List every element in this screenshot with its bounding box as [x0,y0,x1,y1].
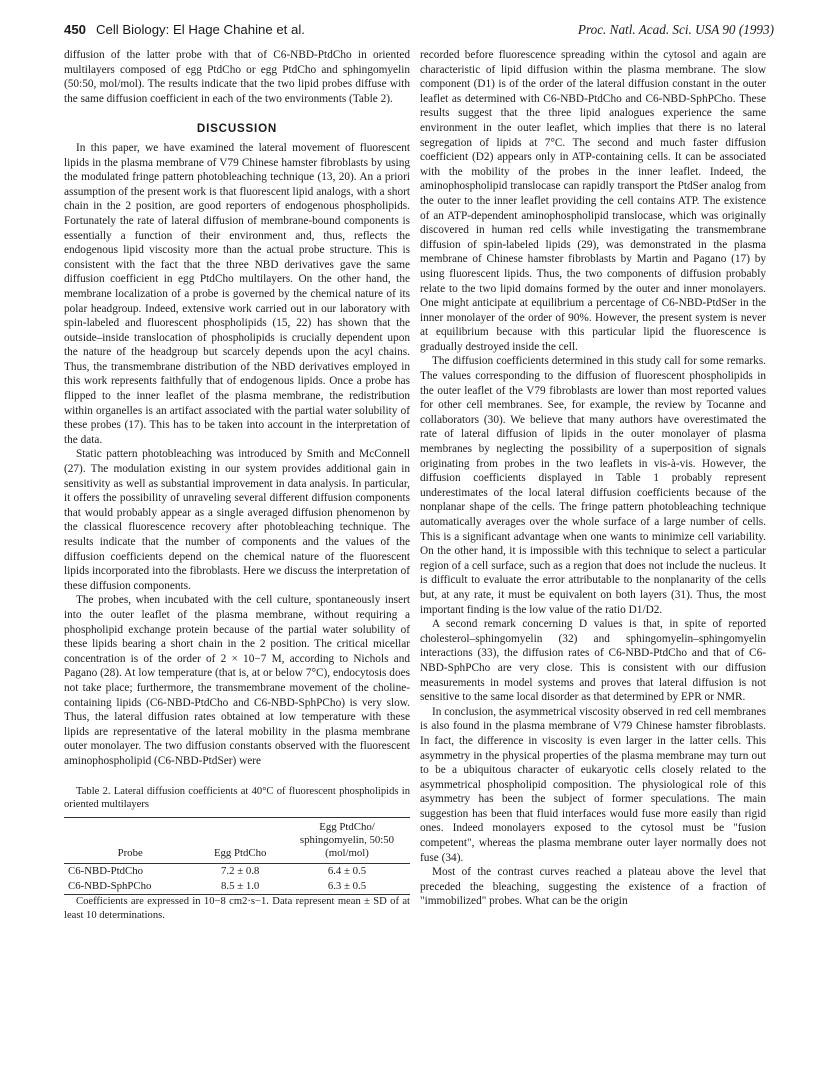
paragraph: Most of the contrast curves reached a plateau above the level that preceded the bleaching, suggesting the existence of a fraction of "immobilized" probes. What can be the origin [420,866,766,908]
table-cell: 6.3 ± 0.5 [327,880,367,893]
running-header [64,22,774,42]
table-footnote: Coefficients are expressed in 10−8 cm2·s−1. Data represent mean ± SD of at least 10 determinations. [64,896,410,921]
column-header: Egg PtdCho/ sphingomyelin, 50:50 (mol/mol) [299,821,395,860]
paragraph: The probes, when incubated with the cell culture, spontaneously insert into the outer leaflet of the plasma membrane, without requiring a phospholipid exchange protein because of the partial water solubility of these lipids bearing a short chain in the 2 position. The critical micellar concentration is of the order of 2 × 10−7 M, according to Nichols and Pagano (28). At low temperature (that is, at or below 7°C), endocytosis does not take place; furthermore, the transmembrane movement of the choline-containing lipids (C6-NBD-PtdCho and C6-NBD-SphPCho) is very slow. Thus, the lateral diffusion rates obtained at low temperature with these lipids are representative of the lateral mobility in the plasma membrane outer monolayer. The two diffusion constants observed with the fluorescent aminophospholipid (C6-NBD-PtdSer) were [64,594,410,767]
table-header-row [64,818,410,864]
table-cell: C6-NBD-SphPCho [68,880,152,893]
paragraph: Static pattern photobleaching was introduced by Smith and McConnell (27). The modulation existing in our system provides additional gain in sensitivity as well as substantial improvement in data analysis. In particular, it offers the possibility of unraveling several different diffusion components that would probably appear as a single averaged diffusion phenomenon by the classical fluorescence recovery after photobleaching technique. The results indicate that the number of components and the values of the diffusion coefficients depend on the chemical nature of the fluorescent lipids incorporated into the fibroblasts. Here we discuss the interpretation of these diffusion components. [64,448,410,592]
data-table [64,817,410,895]
paragraph: diffusion of the latter probe with that of C6-NBD-PtdCho in oriented multilayers composed of egg PtdCho or egg PtdCho and sphingomyelin (50:50, mol/mol). The results indicate that the two lipid probes diffuse with the same diffusion coefficient in each of the two environments (Table 2). [64,49,410,105]
paragraph: In conclusion, the asymmetrical viscosity observed in red cell membranes is also found in the plasma membrane of V79 Chinese hamster fibroblasts. In fact, the difference in viscosity is even larger in the latter cells. This asymmetry in the physical properties of the plasma membrane may turn out to be a ubiquitous character of eukaryotic cells closely related to the asymmetrical phospholipid composition. The physiological role of this asymmetry has been the subject of former speculations. The main suggestion has been that fluid interfaces would fuse more easily than rigid ones. Indeed monolayers exposed to the cytosol must be "fusion competent", whereas the plasma membrane outer layer normally does not fuse (34). [420,705,766,864]
column-header: Probe [117,847,143,860]
table-2 [64,785,410,923]
page-number: 450 [64,22,87,37]
table-caption: Table 2. Lateral diffusion coefficients at 40°C of fluorescent phospholipids in oriented multilayers [64,785,410,810]
running-head-section: Cell Biology: El Hage Chahine et al. [96,22,305,37]
table-row [64,879,410,895]
table-cell: C6-NBD-PtdCho [68,865,143,878]
column-header: Egg PtdCho [213,847,267,860]
left-column [64,48,410,922]
paragraph: A second remark concerning D values is that, in spite of reported cholesterol–sphingomyelin (32) and sphingomyelin–sphingomyelin interactions (33), the diffusion rates of C6-NBD-PtdCho and that of C6-NBD-SphPCho are very close. This is consistent with our diffusion measurements in model systems and proves that lateral diffusion is not sensitive to the same local disorder as that determined by EPR or NMR. [420,618,766,704]
table-cell: 8.5 ± 1.0 [221,880,260,893]
section-heading-discussion: DISCUSSION [196,122,278,136]
running-head-journal: Proc. Natl. Acad. Sci. USA 90 (1993) [577,22,774,37]
table-row [64,864,410,880]
table-cell: 6.4 ± 0.5 [327,865,367,878]
table-cell: 7.2 ± 0.8 [221,865,260,878]
right-column [420,48,766,909]
paragraph: In this paper, we have examined the lateral movement of fluorescent lipids in the plasma membrane of V79 Chinese hamster fibroblasts by using the modulated fringe pattern photobleaching technique (13, 20). An a priori assumption of the present work is that fluorescent lipid analogs, with a short chain in the 2 position, are good reporters of endogenous phospholipids. Fortunately the rate of lateral diffusion of membrane-bound components is essentially a function of their environment and, thus, reflects the endogenous lipid viscosity more than the actual probe structure. This is consistent with the fact that the three NBD derivatives gave the same diffusion coefficient in egg PtdCho multilayers. On the other hand, the membrane localization of a probe is governed by the chemical nature of its polar headgroup. Indeed, extensive work carried out in our laboratory with spin-labeled and fluorescent phospholipids (15, 22) has shown that the outside–inside translocation of phospholipids is crucially dependent upon the nature of the headgroup but scarcely depends upon the acyl chains. Thus, the transmembrane distribution of the NBD derivatives employed in this work represents faithfully that of endogenous lipids. Once a probe has flipped to the inner leaflet of the plasma membrane, the redistribution within organelles is an artifact associated with the partial water solubility of these probes (17). This has to be taken into account in the interpretation of the data. [64,141,410,446]
paragraph: The diffusion coefficients determined in this study call for some remarks. The values corresponding to the diffusion of fluorescent phospholipids in the outer leaflet of the V79 fibroblasts are lower than most reported values for other cell membranes. See, for example, the review by Tocanne and collaborators (30). We believe that many authors have overestimated the rate of lateral diffusion of lipids in the outer monolayer of plasma membranes by neglecting the possibility of a superposition of signals originating from probes in the two leaflets in vis-à-vis. However, the diffusion coefficients displayed in Table 1 probably represent underestimates of the local lateral diffusion coefficients because of the nonplanar shape of the cells. The fringe pattern photobleaching technique automatically averages over the whole surface of a large number of cells. This is a significant advantage when one wants to minimize cell variability. On the other hand, it is impossible with this technique to select a particular region of a cell surface, such as a region that does not include the nucleus. It is difficult to evaluate the error attributable to the nonplanarity of the cells but, at any rate, it must be equivalent on both layers (31). Thus, the most important finding is the low value of the ratio D1/D2. [420,355,766,616]
paragraph: recorded before fluorescence spreading within the cytosol and again are characteristic of lipid diffusion within the plasma membrane. The slow component (D1) is of the order of the lateral diffusion constant in the outer leaflet as determined with C6-NBD-PtdCho and C6-NBD-SphPCho. These results suggest that the three lipid analogues experience the same environment in the outer leaflet, which implies that there is no lateral segregation of lipids at 7°C. The second and much faster diffusion coefficient (D2) appears only in ATP-containing cells. It can be associated with the mobility of the probes in the inner leaflet. Indeed, the aminophospholipid translocase can rapidly transport the PtdSer analog from the outer to the inner leaflet providing the cell contains ATP. The existence of an ATP-dependent aminophospholipid translocase, which was originally discovered in human red cells while investigating the transmembrane diffusion of spin-labeled lipids (29), was demonstrated in the plasma membrane of Chinese hamster fibroblasts by Martin and Pagano (17) by using fluorescent lipids. Thus, the two components of diffusion probably relate to the two lipid domains formed by the outer and inner monolayers. One might anticipate at equilibrium a percentage of C6-NBD-PtdSer in the inner monolayer of the order of 90%. However, the present system is never at equilibrium because with this particular lipid the fluorescence is gradually destroyed inside the cell. [420,49,766,353]
